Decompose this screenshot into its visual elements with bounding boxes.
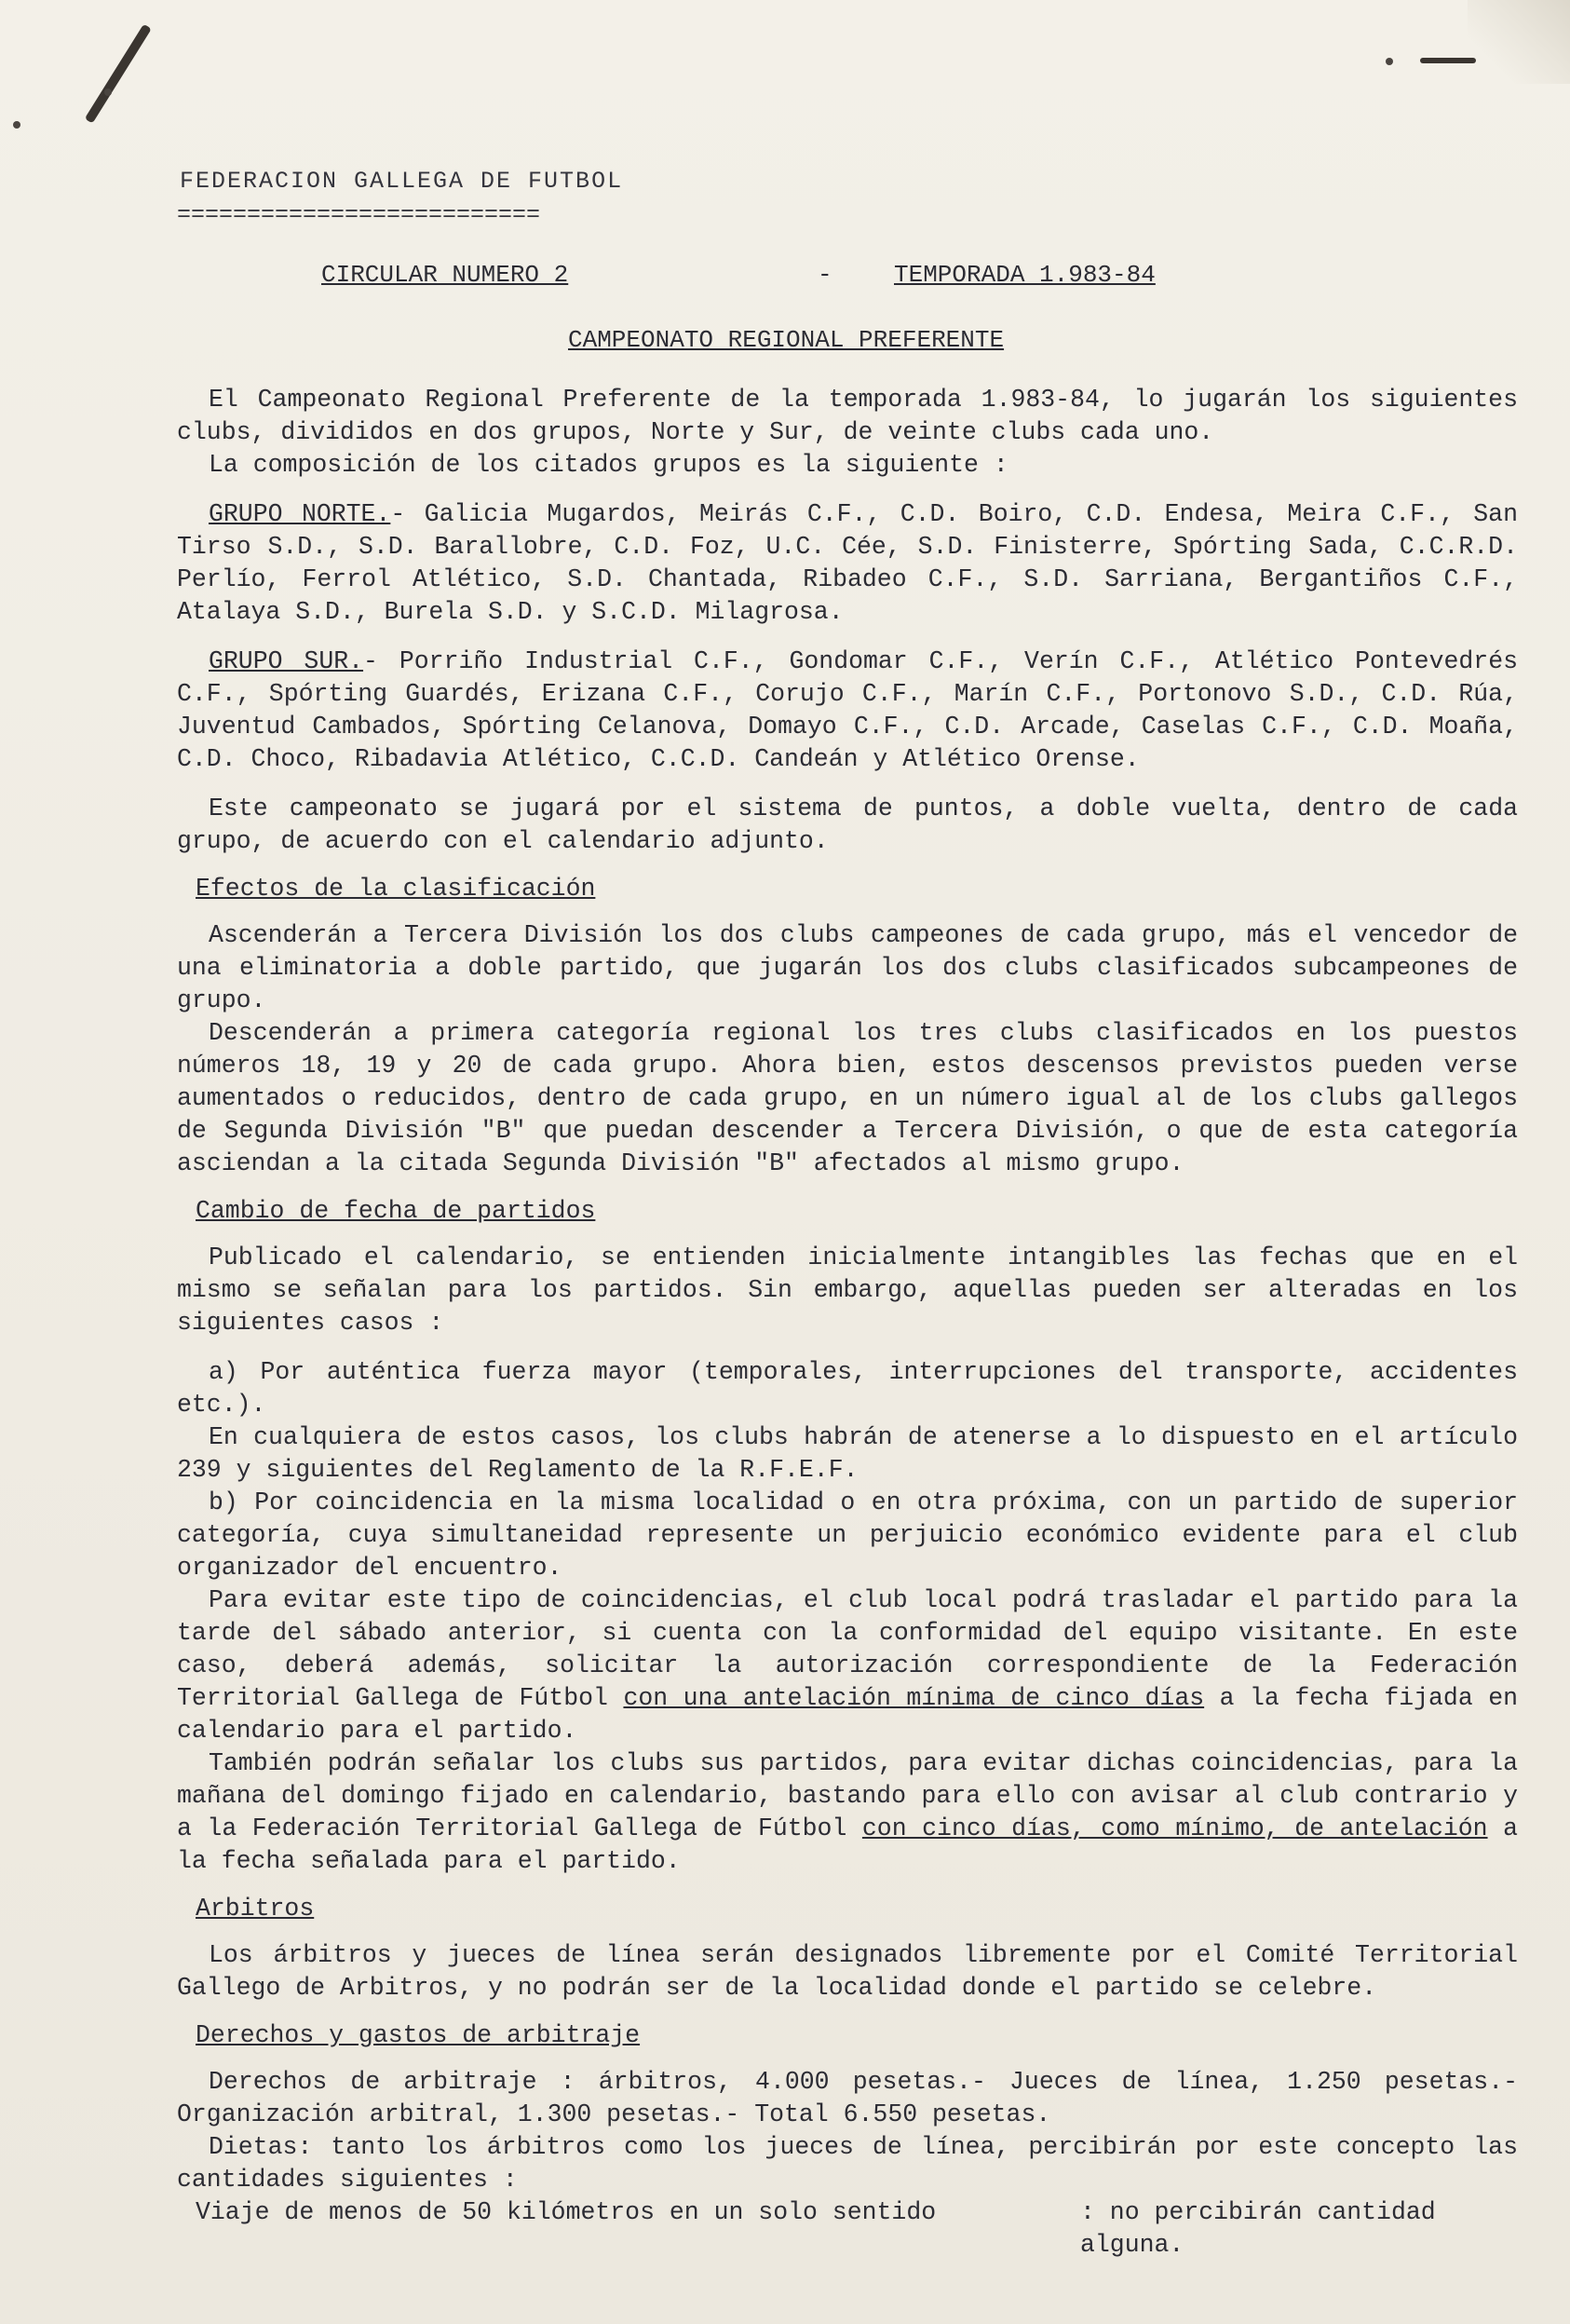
cambio-paragraph: [177, 1747, 1518, 1878]
paper-fold: [1468, 0, 1570, 84]
efectos-paragraph: Descenderán a primera categoría regional los tres clubs clasificados en los puestos números 18, 19 y 20 de cada grupo. Ahora bien, estos descensos previstos pueden verse aumentados o reducidos, dentro de cada grupo, en un número igual al de los clubs gallegos de Segunda División "B" que puedan descender a Tercera División, o que de esta categoría asciendan a la citada Segunda División "B" afectados al mismo grupo.: [177, 1019, 1518, 1177]
underlined-text: con una antelación mínima de cinco días: [623, 1684, 1205, 1712]
ink-mark: [1420, 58, 1476, 63]
ink-dot: [1386, 58, 1393, 65]
text-run: Para evitar este tipo de coincidencias, el club local podrá trasladar el partido para la tarde del sábado anterior, si cuenta con la conformidad del equipo visitante. En este caso, deberá además, solicitar la autorización correspondiente de la Federación Territorial Gallega de Fútbol: [177, 1586, 1518, 1712]
dietas-condition: Viaje de menos de 50 kilómetros en un solo sentido: [196, 2198, 937, 2226]
dietas-row: [177, 2196, 1518, 2262]
dietas-amount: : no percibirán cantidad alguna.: [1080, 2198, 1436, 2259]
ink-mark: [85, 24, 152, 124]
grupo-sur-clubs: - Porriño Industrial C.F., Gondomar C.F., Verín C.F., Atlético Pontevedrés C.F., Spórting Guardés, Erizana C.F., Corujo C.F., Marín C.F., Portonovo S.D., C.D. Rúa, Juventud Cambados, Spórting Celanova, Domayo C.F., C.D. Arcade, Caselas C.F., C.D. Moaña, C.D. Choco, Ribadavia Atlético, C.C.D. Candeán y Atlético Orense.: [177, 647, 1518, 773]
cambio-paragraph: En cualquiera de estos casos, los clubs habrán de atenerse a lo dispuesto en el artículo 239 y siguientes del Reglamento de la R.F.E.F.: [177, 1423, 1518, 1484]
document-body: [177, 384, 1518, 2262]
section-title-efectos: Efectos de la clasificación: [196, 875, 596, 903]
section-title-cambio: Cambio de fecha de partidos: [196, 1197, 596, 1225]
intro-paragraph: La composición de los citados grupos es la siguiente :: [209, 451, 1008, 479]
text-run: a la fecha señalada para el partido.: [177, 1814, 1518, 1875]
cambio-case-a: a) Por auténtica fuerza mayor (temporales, interrupciones del transporte, accidentes etc.).: [177, 1358, 1518, 1419]
season: TEMPORADA 1.983-84: [894, 261, 1156, 289]
page-title: CAMPEONATO REGIONAL PREFERENTE: [568, 326, 1005, 354]
derechos-paragraph: Dietas: tanto los árbitros como los jueces de línea, percibirán por este concepto las cantidades siguientes :: [177, 2133, 1518, 2194]
grupo-sur-label: GRUPO SUR.: [209, 647, 364, 675]
header-underline: ==========================: [177, 201, 541, 228]
text-run: a la fecha fijada en calendario para el partido.: [177, 1684, 1519, 1745]
sistema-paragraph: Este campeonato se jugará por el sistema de puntos, a doble vuelta, dentro de cada grupo, de acuerdo con el calendario adjunto.: [177, 795, 1518, 855]
grupo-norte-clubs: - Galicia Mugardos, Meirás C.F., C.D. Boiro, C.D. Endesa, Meira C.F., San Tirso S.D., S.D. Barallobre, C.D. Foz, U.C. Cée, S.D. Finisterre, Spórting Sada, C.C.R.D. Perlío, Ferrol Atlético, S.D. Chantada, Ribadeo C.F., S.D. Sarriana, Bergantiños C.F., Atalaya S.D., Burela S.D. y S.C.D. Milagrosa.: [177, 500, 1518, 626]
cambio-paragraph: [177, 1584, 1518, 1747]
underlined-text: con cinco días, como mínimo, de antelación: [861, 1814, 1488, 1842]
federation-name: FEDERACION GALLEGA DE FUTBOL: [180, 168, 624, 195]
cambio-paragraph: Publicado el calendario, se entienden inicialmente intangibles las fechas que en el mismo se señalan para los partidos. Sin embargo, aquellas pueden ser alteradas en los siguientes casos :: [177, 1244, 1518, 1337]
ink-dot: [104, 88, 112, 96]
header-dash: -: [818, 261, 832, 289]
text-run: También podrán señalar los clubs sus partidos, para evitar dichas coincidencias, para la mañana del domingo fijado en calendario, bastando para ello con avisar al club contrario y a la Federación Territorial Gallega de Fútbol: [177, 1749, 1518, 1842]
derechos-paragraph: Derechos de arbitraje : árbitros, 4.000 pesetas.- Jueces de línea, 1.250 pesetas.- Organización arbitral, 1.300 pesetas.- Total 6.550 pesetas.: [177, 2068, 1518, 2128]
section-title-arbitros: Arbitros: [196, 1895, 315, 1923]
grupo-norte: [177, 498, 1518, 629]
grupo-sur: [177, 646, 1518, 776]
efectos-paragraph: Ascenderán a Tercera División los dos clubs campeones de cada grupo, más el vencedor de una eliminatoria a doble partido, que jugarán los dos clubs clasificados subcampeones de grupo.: [177, 921, 1518, 1014]
grupo-norte-label: GRUPO NORTE.: [209, 500, 391, 528]
arbitros-paragraph: Los árbitros y jueces de línea serán designados libremente por el Comité Territorial Gallego de Arbitros, y no podrán ser de la localidad donde el partido se celebre.: [177, 1941, 1518, 2002]
ink-dot: [13, 121, 20, 129]
intro-paragraph: El Campeonato Regional Preferente de la temporada 1.983-84, lo jugarán los siguientes clubs, divididos en dos grupos, Norte y Sur, de veinte clubs cada uno.: [177, 386, 1518, 446]
cambio-case-b: b) Por coincidencia en la misma localidad o en otra próxima, con un partido de superior categoría, cuya simultaneidad represente un perjuicio económico evidente para el club organizador del encuentro.: [177, 1488, 1518, 1582]
section-title-derechos: Derechos y gastos de arbitraje: [196, 2021, 641, 2049]
circular-number: CIRCULAR NUMERO 2: [321, 261, 569, 289]
